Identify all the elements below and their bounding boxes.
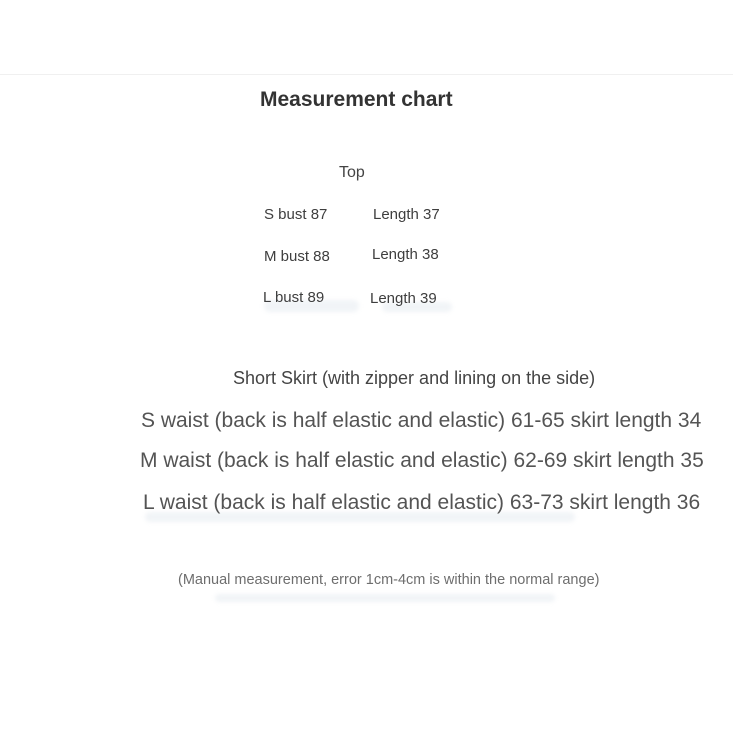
page-title: Measurement chart xyxy=(260,88,453,111)
skirt-size-m: M waist (back is half elastic and elastic) 62-69 skirt length 35 xyxy=(140,449,704,472)
top-size-l-length: Length 39 xyxy=(370,290,437,307)
scan-smudge xyxy=(215,594,555,602)
skirt-size-l: L waist (back is half elastic and elastic) 63-73 skirt length 36 xyxy=(143,491,701,514)
top-section-heading: Top xyxy=(339,164,365,181)
top-size-l-bust: L bust 89 xyxy=(263,289,325,306)
header-divider xyxy=(0,74,733,75)
skirt-section-heading: Short Skirt (with zipper and lining on the side) xyxy=(233,368,596,388)
top-size-m-bust: M bust 88 xyxy=(264,248,330,265)
measurement-note: (Manual measurement, error 1cm-4cm is within the normal range) xyxy=(178,572,600,588)
skirt-size-s: S waist (back is half elastic and elastic) 61-65 skirt length 34 xyxy=(141,409,702,432)
top-size-s-bust: S bust 87 xyxy=(264,206,328,223)
top-size-m-length: Length 38 xyxy=(372,246,439,263)
top-size-s-length: Length 37 xyxy=(373,206,440,223)
